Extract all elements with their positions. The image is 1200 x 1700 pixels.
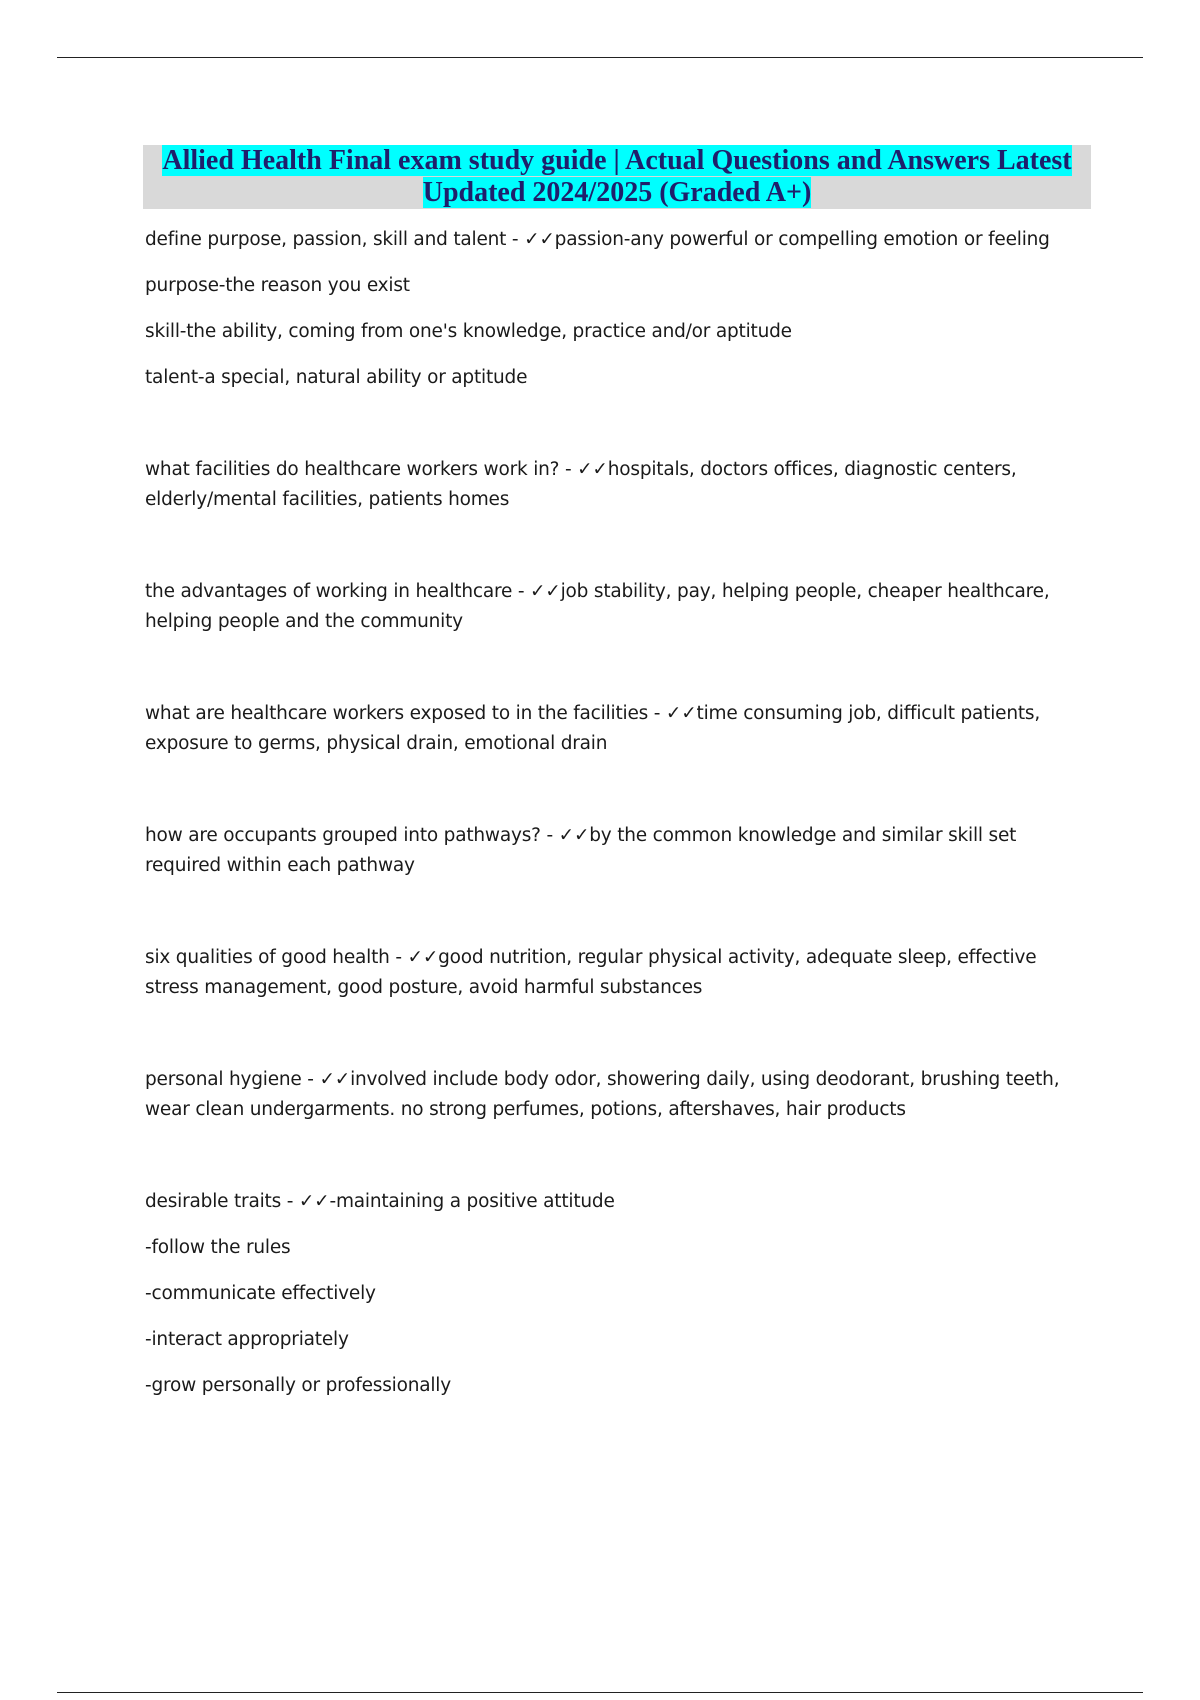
qa-item: [145, 577, 1095, 637]
question-text: define purpose, passion, skill and talent -: [145, 229, 525, 250]
answer-text: job stability, pay, helping people, cheaper healthcare, helping people and the community: [145, 581, 1050, 632]
qa-content: [145, 225, 1095, 1401]
qa-item: [145, 1187, 1095, 1217]
question-text: personal hygiene -: [145, 1069, 320, 1090]
answer-extra-line: skill-the ability, coming from one's knowledge, practice and/or aptitude: [145, 321, 792, 342]
answer-extra-line: -interact appropriately: [145, 1329, 349, 1350]
question-text: desirable traits -: [145, 1191, 299, 1212]
bottom-rule: [57, 1692, 1143, 1693]
answer-text: hospitals, doctors offices, diagnostic centers, elderly/mental facilities, patients homes: [145, 459, 1017, 510]
qa-item: [145, 1065, 1095, 1125]
answer-extra-line: purpose-the reason you exist: [145, 275, 410, 296]
top-rule: [57, 57, 1143, 58]
title-line-1: Allied Health Final exam study guide | Actual Questions and Answers Latest: [162, 145, 1072, 176]
qa-item: [145, 943, 1095, 1003]
document-title: [143, 145, 1091, 209]
answer-text: -maintaining a positive attitude: [329, 1191, 615, 1212]
answer-text: passion-any powerful or compelling emotion or feeling: [554, 229, 1050, 250]
double-check-icon: ✓✓: [407, 947, 439, 968]
double-check-icon: ✓✓: [558, 825, 590, 846]
answer-text: involved include body odor, showering daily, using deodorant, brushing teeth, wear clean undergarments. no strong perfumes, potions, aftershaves, hair products: [145, 1069, 1060, 1120]
qa-item: [145, 225, 1095, 255]
double-check-icon: ✓✓: [577, 459, 608, 480]
document-title-box: [143, 145, 1091, 209]
answer-extra-line: -follow the rules: [145, 1237, 291, 1258]
question-text: what are healthcare workers exposed to in the facilities -: [145, 703, 666, 724]
qa-item: [145, 455, 1095, 515]
double-check-icon: ✓✓: [665, 703, 697, 724]
question-text: what facilities do healthcare workers work in? -: [145, 459, 578, 480]
qa-item: [145, 699, 1095, 759]
qa-item: [145, 821, 1095, 881]
answer-text: time consuming job, difficult patients, exposure to germs, physical drain, emotional drain: [145, 703, 1041, 754]
double-check-icon: ✓✓: [298, 1191, 330, 1212]
question-text: six qualities of good health -: [145, 947, 408, 968]
title-line-2: Updated 2024/2025 (Graded A+): [422, 177, 812, 208]
question-text: the advantages of working in healthcare -: [145, 581, 530, 602]
answer-text: good nutrition, regular physical activity, adequate sleep, effective stress management, good posture, avoid harmful substances: [145, 947, 1037, 998]
double-check-icon: ✓✓: [524, 229, 555, 250]
answer-extra-line: -communicate effectively: [145, 1283, 376, 1304]
double-check-icon: ✓✓: [319, 1069, 351, 1090]
question-text: how are occupants grouped into pathways? -: [145, 825, 559, 846]
answer-extra-line: talent-a special, natural ability or aptitude: [145, 367, 528, 388]
double-check-icon: ✓✓: [529, 581, 561, 602]
answer-extra-line: -grow personally or professionally: [145, 1375, 451, 1396]
answer-text: by the common knowledge and similar skill set required within each pathway: [145, 825, 1017, 876]
